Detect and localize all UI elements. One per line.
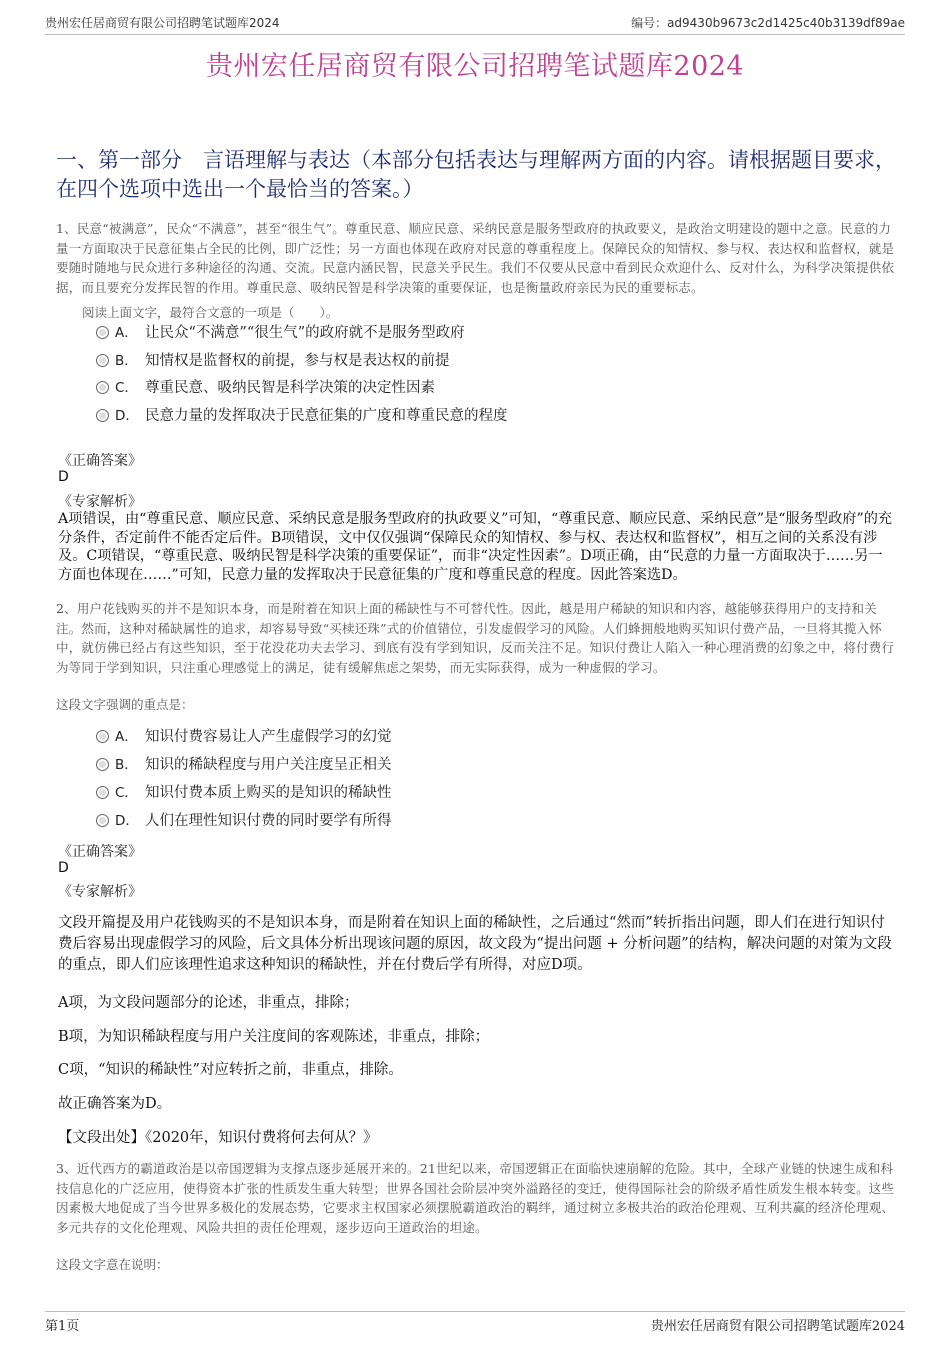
question-1-text: 1、民意“被满意”，民众“不满意”，甚至“很生气”。尊重民意、顺应民意、采纳民意是服务型政府的执政要义，是政治文明建设的题中之意。民意的力量一方面取决于民意征集占全民的比例，即广泛性；另一方面也体现在政府对民意的尊重程度上。保障民众的知情权、参与权、表达权和监督权，就是要随时随地与民众进行多种途径的沟通、交流。民意内涵民智，民意关乎民生。我们不仅要从民意中看到民众欢迎什么、反对什么，为科学决策提供依据，而且要充分发挥民智的作用。尊重民意、吸纳民智是科学决策的重要保证，也是衡量政府亲民为民的重要标志。 (56, 221, 895, 295)
q2-answer-label: 《正确答案》 (58, 844, 142, 860)
radio-icon[interactable] (96, 409, 109, 422)
page-footer (45, 1311, 905, 1334)
question-3-text: 3、近代西方的霸道政治是以帝国逻辑为支撑点逐步延展开来的。21世纪以来，帝国逻辑正在面临快速崩解的危险。其中，全球产业链的快速生成和科技信息化的广泛应用，使得资本扩张的性质发生重大转型；世界各国社会阶层冲突外溢路径的变迁，使得国际社会的阶级矛盾性质发生根本转变。这些因素极大地促成了当今世界多极化的发展态势，它要求主权国家必须摆脱霸道政治的羁绊，通过树立多极共治的政治伦理观、互利共赢的经济伦理观、多元共存的文化伦理观、风险共担的责任伦理观，逐步迈向王道政治的坦途。 (56, 1161, 895, 1235)
q2-option-d[interactable]: D． 人们在理性知识付费的同时要学有所得 (96, 810, 392, 832)
page-number: 第1页 (45, 1319, 80, 1334)
radio-icon[interactable] (96, 730, 109, 743)
q2-analysis-c: C项，“知识的稀缺性”对应转折之前，非重点，排除。 (58, 1062, 403, 1078)
q2-conclusion: 故正确答案为D。 (58, 1096, 172, 1112)
question-2-text: 2、用户花钱购买的并不是知识本身，而是附着在知识上面的稀缺性与不可替代性。因此，越是用户稀缺的知识和内容，越能够获得用户的支持和关注。然而，这种对稀缺属性的追求，却容易导致“买椟还珠”式的价值错位，引发虚假学习的风险。人们蜂拥般地购买知识付费产品，一旦将其揽入怀中，就仿佛已经占有这些知识，至于花没花功夫去学习、到底有没有学到知识，反而关注不足。知识付费让人陷入一种心理消费的幻象之中，将付费行为等同于学到知识，只注重心理感觉上的满足，徒有缓解焦虑之架势，而无实际获得，成为一种虚假的学习。 (56, 601, 895, 675)
q2-answer: D (58, 860, 69, 876)
q2-option-b[interactable]: B． 知识的稀缺程度与用户关注度呈正相关 (96, 754, 392, 776)
q2-source: 【文段出处】《2020年，知识付费将何去何从？》 (58, 1130, 378, 1146)
q1-analysis: A项错误，由“尊重民意、顺应民意、采纳民意是服务型政府的执政要义”可知，“尊重民意、顺应民意、采纳民意”是“服务型政府”的充分条件，否定前件不能否定后件。B项错误，文中仅仅强调“保障民众的知情权、参与权、表达权和监督权”，相互之间的关系没有涉及。C项错误，“尊重民意、吸纳民智是科学决策的重要保证”，而非“决定性因素”。D项正确，由“民意的力量一方面取决于……另一方面也体现在……”可知，民意力量的发挥取决于民意征集的广度和尊重民意的程度。因此答案选D。 (58, 511, 893, 583)
question-2-stem: 这段文字强调的重点是： (56, 697, 194, 712)
q2-analysis-label: 《专家解析》 (58, 884, 142, 900)
footer-title: 贵州宏任居商贸有限公司招聘笔试题库2024 (650, 1319, 905, 1334)
radio-icon[interactable] (96, 786, 109, 799)
header-doc-number: 编号：ad9430b9673c2d1425c40b3139df89ae (631, 16, 905, 30)
radio-icon[interactable] (96, 758, 109, 771)
question-1-stem: 阅读上面文字，最符合文意的一项是（ ）。 (82, 305, 339, 320)
radio-icon[interactable] (96, 381, 109, 394)
q2-analysis-b: B项，为知识稀缺程度与用户关注度间的客观陈述，非重点，排除； (58, 1029, 490, 1045)
radio-icon[interactable] (96, 326, 109, 339)
q1-option-a[interactable]: A． 让民众“不满意”“很生气”的政府就不是服务型政府 (96, 322, 465, 344)
q2-analysis-a: A项，为文段问题部分的论述，非重点，排除； (58, 995, 359, 1011)
q2-option-c[interactable]: C． 知识付费本质上购买的是知识的稀缺性 (96, 782, 392, 804)
radio-icon[interactable] (96, 814, 109, 827)
question-3-stem: 这段文字意在说明： (56, 1257, 169, 1272)
page-title: 贵州宏任居商贸有限公司招聘笔试题库2024 (205, 51, 745, 82)
q2-analysis-paragraph: 文段开篇提及用户花钱购买的不是知识本身，而是附着在知识上面的稀缺性，之后通过“然而”转折指出问题，即人们在进行知识付费后容易出现虚假学习的风险，后文具体分析出现该问题的原因，故文段为“提出问题 + 分析问题”的结构，解决问题的对策为文段的重点，即人们应该理性追求这种知识的稀缺性，并在付费后学有所得，对应D项。 (58, 915, 892, 973)
q1-option-d[interactable]: D． 民意力量的发挥取决于民意征集的广度和尊重民意的程度 (96, 405, 508, 427)
section-heading: 一、第一部分 言语理解与表达（本部分包括表达与理解两方面的内容。请根据题目要求，在四个选项中选出一个最恰当的答案。） (56, 148, 896, 201)
q1-analysis-label: 《专家解析》 (58, 494, 142, 510)
radio-icon[interactable] (96, 354, 109, 367)
q1-answer: D (58, 469, 69, 485)
q1-option-b[interactable]: B． 知情权是监督权的前提，参与权是表达权的前提 (96, 350, 450, 372)
q1-answer-label: 《正确答案》 (58, 453, 142, 469)
page-header (45, 14, 905, 35)
q1-option-c[interactable]: C． 尊重民意、吸纳民智是科学决策的决定性因素 (96, 377, 435, 399)
q2-option-a[interactable]: A． 知识付费容易让人产生虚假学习的幻觉 (96, 726, 392, 748)
header-title: 贵州宏任居商贸有限公司招聘笔试题库2024 (45, 16, 280, 30)
